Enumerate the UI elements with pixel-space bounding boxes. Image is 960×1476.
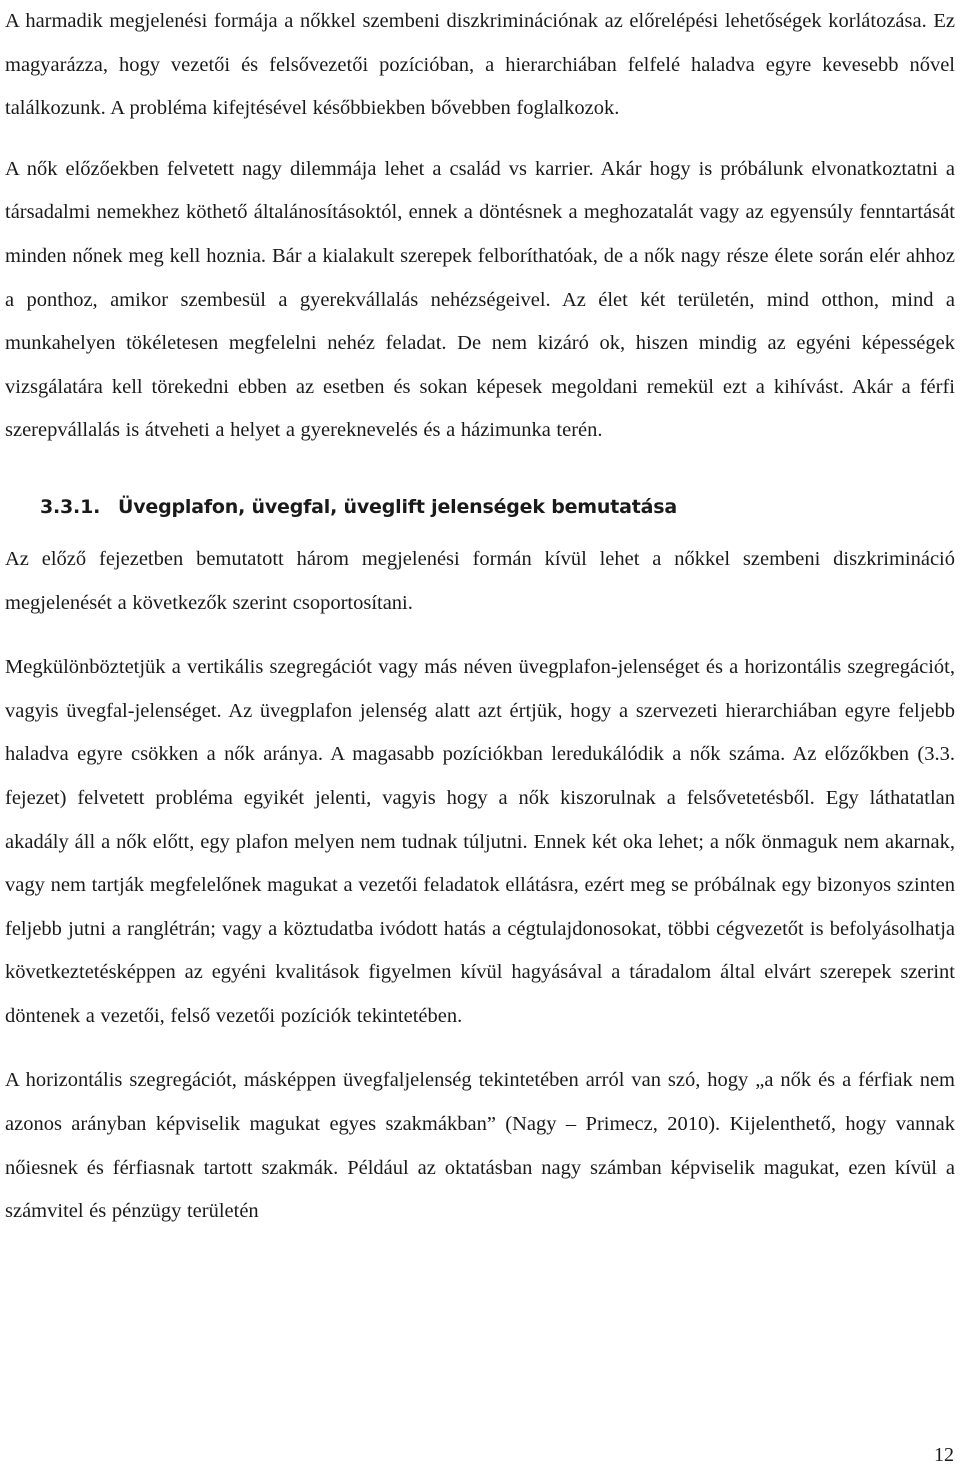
section-heading — [5, 486, 955, 529]
paragraph-glass-wall: A horizontális szegregációt, másképpen üvegfaljelenség tekintetében arról van szó, hogy „a nők és a férfiak nem azonos arányban képviselik magukat egyes szakmákban” (Nagy – Primecz, 2010). Kijelenthető, hogy vannak nőiesnek és férfiasnak tartott szakmák. Például az oktatásban nagy számban képviselik magukat, ezen kívül a számvitel és pénzügy területén — [5, 1069, 955, 1223]
section-number: 3.3.1. — [40, 495, 101, 518]
page-content — [5, 0, 955, 1234]
paragraph-promotion-limits: A harmadik megjelenési formája a nőkkel szembeni diszkriminációnak az előrelépési lehetőségek korlátozása. Ez magyarázza, hogy vezetői és felsővezetői pozícióban, a hierarchiában felfelé haladva egyre kevesebb nővel találkozunk. A probléma kifejtésével későbbiekben bővebben foglalkozok. — [5, 10, 955, 120]
paragraph-family-vs-career: A nők előzőekben felvetett nagy dilemmája lehet a család vs karrier. Akár hogy is próbálunk elvonatkoztatni a társadalmi nemekhez köthető általánosításoktól, ennek a döntésnek a meghozatalát vagy az egyensúly fenntartását minden nőnek meg kell hoznia. Bár a kialakult szerepek felboríthatóak, de a nők nagy része élete során elér ahhoz a ponthoz, amikor szembesül a gyerekvállalás nehézségeivel. Az élet két területén, mind otthon, mind a munkahelyen tökéletesen megfelelni nehéz feladat. De nem kizáró ok, hiszen mindig az egyéni képességek vizsgálatára kell törekedni ebben az esetben és sokan képesek megoldani remekül ezt a kihívást. Akár a férfi szerepvállalás is átveheti a helyet a gyereknevelés és a házimunka terén. — [5, 157, 955, 442]
page-number: 12 — [934, 1444, 954, 1466]
section-title: Üvegplafon, üvegfal, üveglift jelenségek bemutatása — [118, 495, 677, 518]
paragraph-glass-ceiling: Megkülönböztetjük a vertikális szegregációt vagy más néven üvegplafon-jelenséget és a horizontális szegregációt, vagyis üvegfal-jelenséget. Az üvegplafon jelenség alatt azt értjük, hogy a szervezeti hierarchiában egyre feljebb haladva egyre csökken a nők aránya. A magasabb pozíciókban leredukálódik a nők száma. Az előzőkben (3.3. fejezet) felvetett probléma egyikét jelenti, vagyis hogy a nők kiszorulnak a felsővetetésből. Egy láthatatlan akadály áll a nők előtt, egy plafon melyen nem tudnak túljutni. Ennek két oka lehet; a nők önmaguk nem akarnak, vagy nem tartják megfelelőnek magukat a vezetői feladatok ellátásra, ezért meg se próbálnak egy bizonyos szinten feljebb jutni a ranglétrán; vagy a köztudatba ivódott hatás a cégtulajdonosokat, többi cégvezetőt is befolyásolhatja következtetésképpen az egyéni kvalitások figyelmen kívül hagyásával a táradalom által elvárt szerepek szerint döntenek a vezetői, felső vezetői pozíciók tekintetében. — [5, 656, 955, 1027]
paragraph-grouping-intro: Az előző fejezetben bemutatott három megjelenési formán kívül lehet a nőkkel szembeni diszkrimináció megjelenését a következők szerint csoportosítani. — [5, 547, 955, 614]
